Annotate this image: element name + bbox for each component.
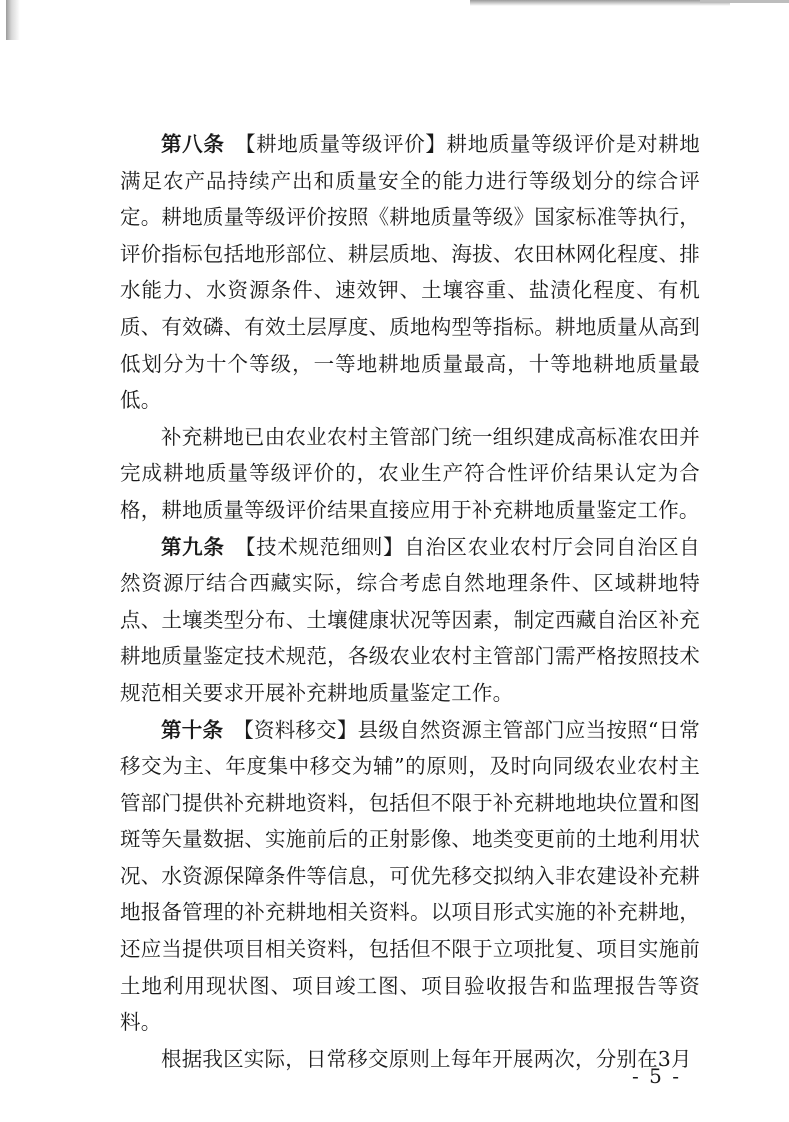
article-10-paragraph [120, 712, 700, 1041]
article-8-supplement-paragraph [120, 419, 700, 529]
scan-shadow-left [6, 0, 20, 40]
article-8-supplement-text: 补充耕地已由农业农村主管部门统一组织建成高标准农田并完成耕地质量等级评价的，农业生产符合性评价结果认定为合格，耕地质量等级评价结果直接应用于补充耕地质量鉴定工作。 [120, 424, 700, 522]
article-10-text: 县级自然资源主管部门应当按照“日常移交为主、年度集中移交为辅”的原则，及时向同级农业农村主管部门提供补充耕地资料，包括但不限于补充耕地地块位置和图斑等矢量数据、实施前后的正射影像、地类变更前的土地利用状况、水资源保障条件等信息，可优先移交拟纳入非农建设补充耕地报备管理的补充耕地相关资料。以项目形式实施的补充耕地，还应当提供项目相关资料，包括但不限于立项批复、项目实施前土地利用现状图、项目竣工图、项目验收报告和监理报告等资料。 [120, 717, 700, 1035]
article-9-title: 【技术规范细则】 [234, 534, 405, 559]
document-body [120, 126, 700, 1077]
article-10-title: 【资料移交】 [233, 717, 358, 742]
article-8-paragraph [120, 126, 700, 419]
continuation-text: 根据我区实际，日常移交原则上每年开展两次，分别在3月 [161, 1046, 692, 1071]
article-8-text: 耕地质量等级评价是对耕地满足农产品持续产出和质量安全的能力进行等级划分的综合评定。耕地质量等级评价按照《耕地质量等级》国家标准等执行，评价指标包括地形部位、耕层质地、海拔、农田林网化程度、排水能力、水资源条件、速效钾、土壤容重、盐渍化程度、有机质、有效磷、有效土层厚度、质地构型等指标。耕地质量从高到低划分为十个等级，一等地耕地质量最高，十等地耕地质量最低。 [120, 132, 700, 413]
scan-shadow-top-right [700, 0, 789, 3]
scan-shadow-top [470, 0, 730, 6]
page-number: - 5 - [632, 1064, 681, 1088]
continuation-paragraph [120, 1041, 700, 1078]
article-9-text: 自治区农业农村厅会同自治区自然资源厅结合西藏实际，综合考虑自然地理条件、区域耕地特点、土壤类型分布、土壤健康状况等因素，制定西藏自治区补充耕地质量鉴定技术规范，各级农业农村主管部门需严格按照技术规范相关要求开展补充耕地质量鉴定工作。 [120, 534, 700, 705]
article-9-heading: 第九条 [161, 534, 225, 559]
article-8-title: 【耕地质量等级评价】 [234, 132, 447, 156]
article-10-heading: 第十条 [161, 717, 224, 742]
article-9-paragraph [120, 529, 700, 712]
article-8-heading: 第八条 [161, 132, 225, 156]
